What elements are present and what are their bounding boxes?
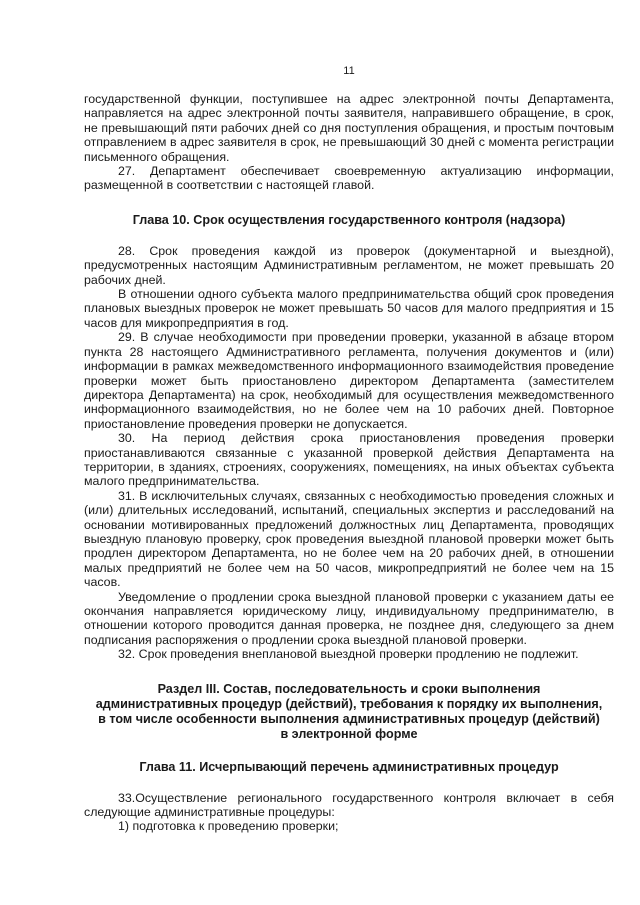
paragraph-28: 28. Срок проведения каждой из проверок (документарной и выездной), предусмотренных настоящим Административным регламентом, не может превышать 20 рабочих дней. xyxy=(84,243,614,287)
section-3-title-line: в том числе особенности выполнения административных процедур (действий) xyxy=(98,711,600,726)
paragraph-continuation: государственной функции, поступившее на адрес электронной почты Департамента, направляется на адрес электронной почты заявителя, направившего обращение, в срок, не превышающий пяти рабочих дней со дня поступления обращения, и простым почтовым отправлением в адрес заявителя в срок, не превышающий 30 дней с момента регистрации письменного обращения. xyxy=(84,92,614,164)
paragraph-33: 33.Осуществление регионального государственного контроля включает в себя следующие административные процедуры: xyxy=(84,790,614,820)
paragraph-33-item-1: 1) подготовка к проведению проверки; xyxy=(118,819,339,834)
section-3-title-line: в электронной форме xyxy=(280,726,418,741)
page-number: 11 xyxy=(343,65,355,77)
paragraph-32: 32. Срок проведения внеплановой выездной проверки продлению не подлежит. xyxy=(118,647,579,662)
section-3-title xyxy=(84,682,614,742)
chapter-10-title: Глава 10. Срок осуществления государственного контроля (надзора) xyxy=(132,212,566,227)
paragraph-28-small-business: В отношении одного субъекта малого предпринимательства общий срок проведения плановых выездных проверок не может превышать 50 часов для малого предприятия и 15 часов для микропредприятия в год. xyxy=(84,287,614,330)
section-3-title-line: Раздел III. Состав, последовательность и сроки выполнения xyxy=(157,681,541,696)
paragraph-27: 27. Департамент обеспечивает своевременную актуализацию информации, размещенной в соответствии с настоящей главой. xyxy=(84,164,614,193)
paragraph-31: 31. В исключительных случаях, связанных с необходимостью проведения сложных и (или) длительных исследований, испытаний, специальных экспертиз и расследований на основании мотивированных предложений должностных лиц Департамента, проводящих выездную плановую проверку, срок проведения выездной плановой проверки может быть продлен директором Департамента, но не более чем на 20 рабочих дней, в отношении малых предприятий не более чем на 50 часов, микропредприятий не более чем на 15 часов. xyxy=(84,488,614,590)
paragraph-31-notification: Уведомление о продлении срока выездной плановой проверки с указанием даты ее окончания направляется юридическому лицу, индивидуальному предпринимателю, в отношении которого проводится данная проверка, не позднее дня, следующего за днем подписания распоряжения о продлении срока выездной плановой проверки. xyxy=(84,589,614,647)
section-3-title-line: административных процедур (действий), требования к порядку их выполнения, xyxy=(95,696,603,711)
paragraph-29: 29. В случае необходимости при проведении проверки, указанной в абзаце втором пункта 28 настоящего Административного регламента, получения документов и (или) информации в рамках межведомственного информационного взаимодействия проведение проверки может быть приостановлено директором Департамента (заместителем директора Департамента) на срок, необходимый для осуществления межведомственного информационного взаимодействия, но не более чем на 10 рабочих дней. Повторное приостановление проведения проверки не допускается. xyxy=(84,330,614,431)
chapter-11-title: Глава 11. Исчерпывающий перечень административных процедур xyxy=(139,759,559,774)
paragraph-30: 30. На период действия срока приостановления проведения проверки приостанавливаются связанные с указанной проверкой действия Департамента на территории, в зданиях, строениях, сооружениях, помещениях, на иных объектах субъекта малого предпринимательства. xyxy=(84,431,614,489)
